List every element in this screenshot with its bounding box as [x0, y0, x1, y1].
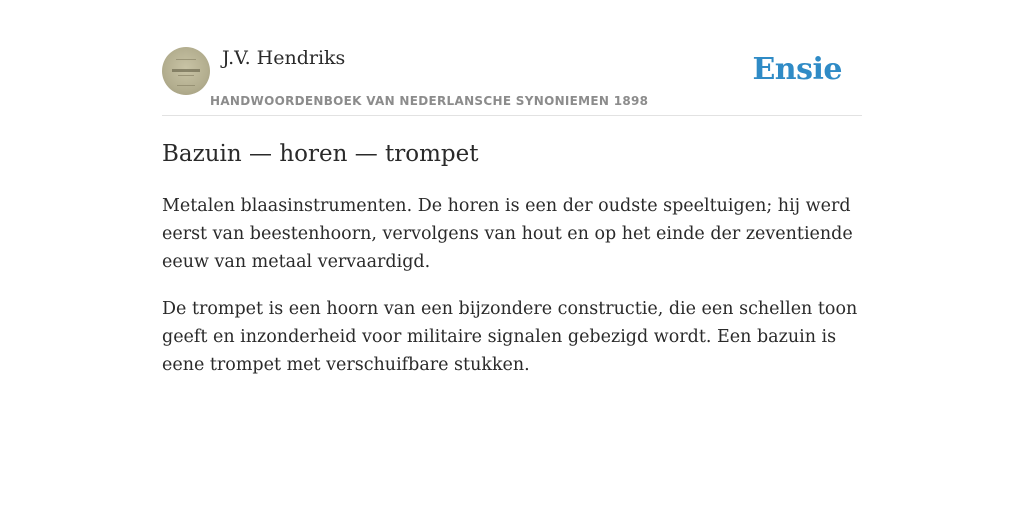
entry-header — [162, 0, 862, 116]
avatar-decoration — [177, 85, 195, 86]
source-book-link[interactable]: HANDWOORDENBOEK VAN NEDERLANSCHE SYNONIEMEN 1898 — [210, 94, 649, 108]
entry-body — [162, 192, 862, 398]
avatar-decoration — [178, 75, 194, 76]
entry-title: Bazuin — horen — trompet — [162, 141, 479, 167]
author-name-link[interactable]: J.V. Hendriks — [222, 47, 346, 69]
author-avatar[interactable] — [162, 47, 210, 95]
avatar-decoration — [172, 69, 200, 72]
page — [162, 0, 862, 512]
ensie-logo-link[interactable]: Ensie — [752, 52, 842, 87]
entry-paragraph: De trompet is een hoorn van een bijzondere constructie, die een schellen toon geeft en inzonderheid voor militaire signalen gebezigd wordt. Een bazuin is eene trompet met verschuifbare stukken. — [162, 299, 858, 375]
entry-paragraph: Metalen blaasinstrumenten. De horen is een der oudste speeltuigen; hij werd eerst van beestenhoorn, vervolgens van hout en op het einde der zeventiende eeuw van metaal vervaardigd. — [162, 196, 853, 272]
avatar-decoration — [176, 59, 196, 60]
